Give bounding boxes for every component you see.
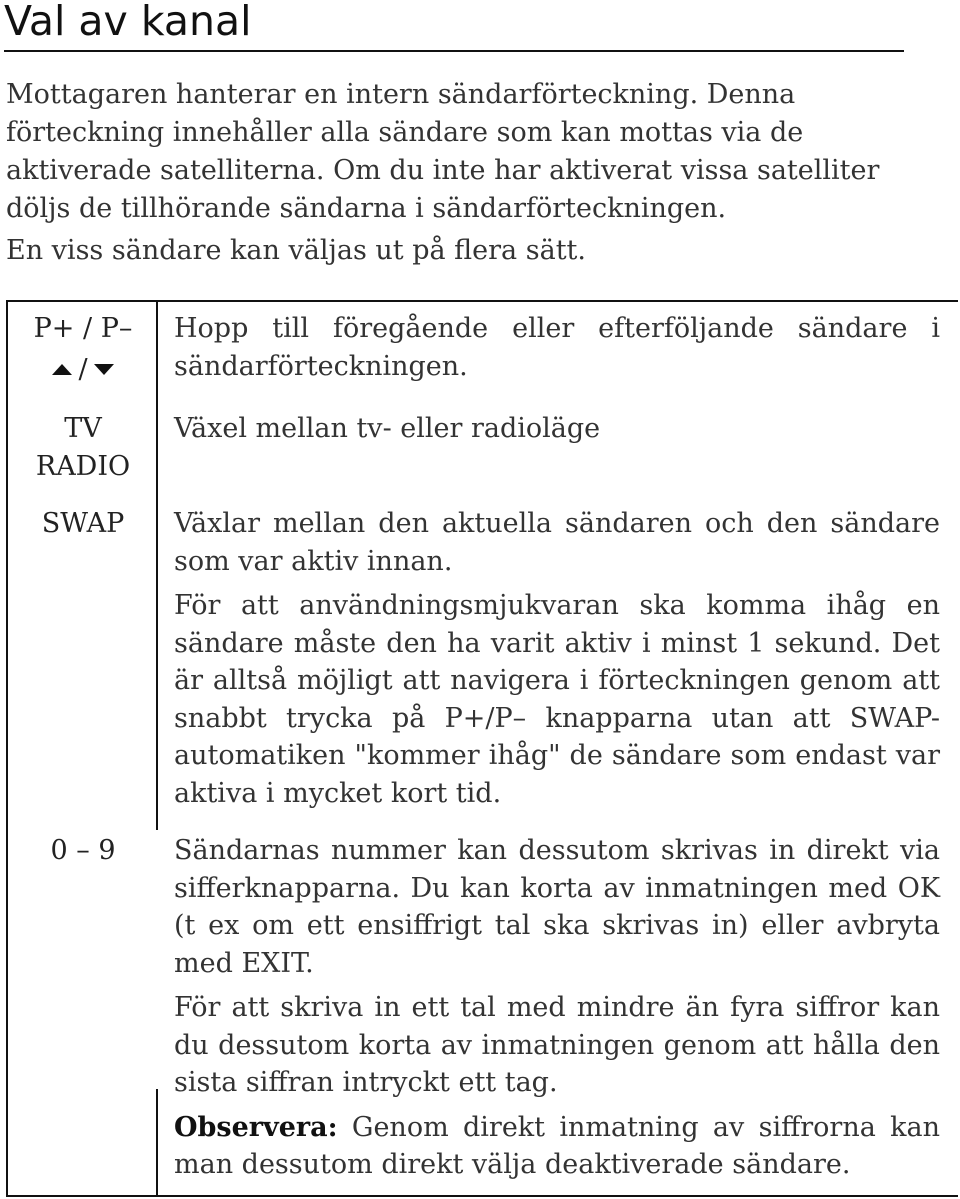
desc-tvradio-text: Växel mellan tv- eller radioläge: [174, 413, 601, 444]
note-text: Genom direkt inmatning av siffrorna kan man dessutom direkt välja deaktiverade sändare.: [174, 1111, 940, 1180]
desc-digits: [174, 832, 940, 1184]
intro-section: [6, 76, 906, 270]
desc-digits-note: [174, 1109, 940, 1184]
desc-swap-text-2: För att användningsmjukvaran ska komma ihåg en sändare måste den ha varit aktiv i minst 1 sekund. Det är alltså möjligt att navigera i förteckningen genom att snabbt trycka på P+/P– knapparna utan att SWAP-automatiken "kommer ihåg" de sändare som endast var aktiva i mycket kort tid.: [174, 590, 940, 809]
desc-swap: [174, 505, 940, 812]
title-underline: [4, 50, 904, 52]
arrow-down-icon: [94, 364, 114, 375]
desc-pplus-pminus: [174, 310, 940, 385]
desc-tv-radio: [174, 410, 940, 448]
key-tv-radio: [8, 410, 158, 486]
page-title: Val av kanal: [4, 0, 252, 45]
desc-pplus-text: Hopp till föregående eller efterföljande sändare i sändarförteckningen.: [174, 313, 940, 382]
key-pplus-pminus: [8, 310, 158, 389]
arrow-separator: /: [78, 353, 88, 385]
note-label: Observera:: [174, 1111, 338, 1143]
intro-paragraph-1: Mottagaren hanterar en intern sändarförteckning. Denna förteckning innehåller alla sändare som kan mottas via de aktiverade satelliterna. Om du inte har aktiverat vissa satelliter döljs de tillhörande sändarna i sändarförteckningen.: [6, 79, 880, 224]
key-radio-label: RADIO: [35, 451, 131, 482]
key-swap-label: SWAP: [41, 508, 125, 539]
desc-swap-text-1: Växlar mellan den aktuella sändaren och den sändare som var aktiv innan.: [174, 508, 940, 577]
intro-paragraph-2: En viss sändare kan väljas ut på flera sätt.: [6, 235, 586, 266]
key-arrows: [8, 348, 158, 389]
key-digits: [8, 832, 158, 870]
arrow-up-icon: [52, 364, 72, 375]
desc-digits-text-2: För att skriva in ett tal med mindre än fyra siffror kan du dessutom korta av inmatningen genom att hålla den sista siffran intryckt ett tag.: [174, 992, 940, 1098]
key-pplus-label: P+ / P–: [33, 313, 133, 344]
key-swap: [8, 505, 158, 543]
key-digits-label: 0 – 9: [50, 835, 116, 866]
key-tv-label: TV: [64, 413, 102, 444]
column-divider-lower: [156, 1089, 158, 1195]
desc-digits-text-1: Sändarnas nummer kan dessutom skrivas in direkt via sifferknapparna. Du kan korta av inmatningen med OK (t ex om ett ensiffrigt tal ska skrivas in) eller avbryta med EXIT.: [174, 835, 940, 979]
